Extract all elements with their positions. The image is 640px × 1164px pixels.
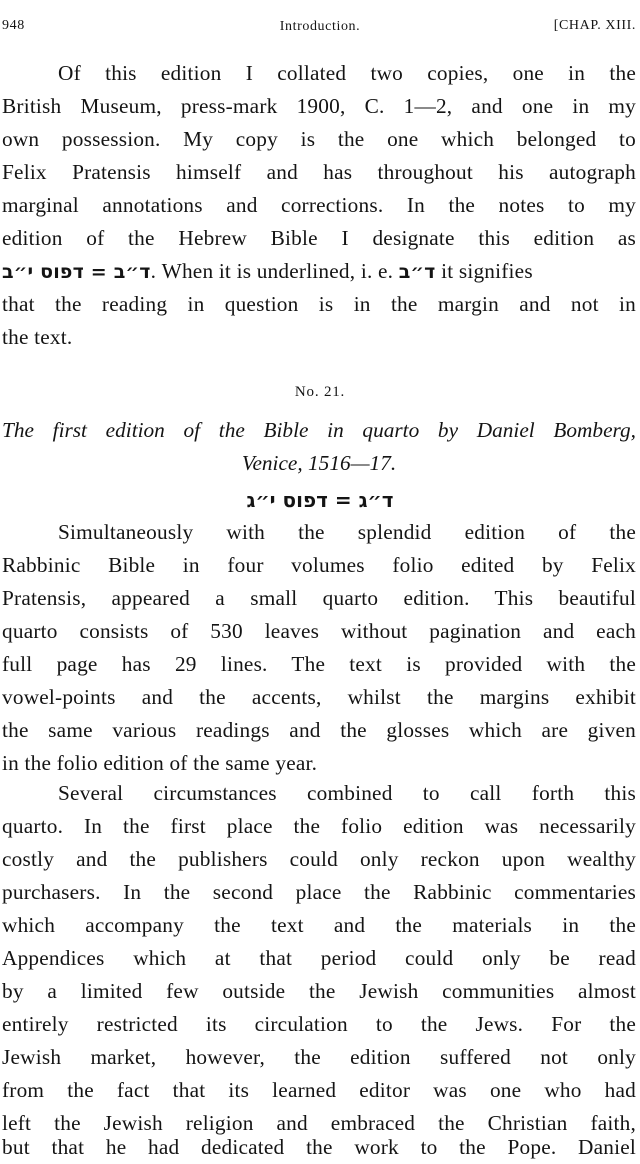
running-title: Introduction.: [279, 19, 361, 34]
paragraph1-line: Felix Pratensis himself and has throughout his autograph: [2, 160, 636, 184]
paragraph3-line: from the fact that its learned editor was one who had: [2, 1078, 636, 1102]
running-header: [0, 18, 640, 42]
paragraph1-text: . When it is underlined, i. e.: [150, 259, 394, 283]
paragraph3-line: entirely restricted its circulation to the Jews. For the: [2, 1012, 636, 1036]
paragraph3-line: Jewish market, however, the edition suffered not only: [2, 1045, 636, 1069]
hebrew-designation-short: ד״ב: [398, 261, 436, 283]
paragraph2-line: vowel-points and the accents, whilst the margins exhibit: [2, 685, 636, 709]
paragraph3-line: which accompany the text and the materials in the: [2, 913, 636, 937]
paragraph2-line: Simultaneously with the splendid edition of the: [58, 520, 636, 544]
paragraph3-line: costly and the publishers could only reckon upon wealthy: [2, 847, 636, 871]
paragraph2-line: quarto consists of 530 leaves without pagination and each: [2, 619, 636, 643]
paragraph3-line: by a limited few outside the Jewish communities almost: [2, 979, 636, 1003]
paragraph2-line: in the folio edition of the same year.: [2, 751, 318, 775]
paragraph3-line: Several circumstances combined to call forth this: [58, 781, 636, 805]
page-number: 948: [2, 18, 25, 33]
paragraph1-line: the text.: [2, 325, 73, 349]
paragraph2-line: Pratensis, appeared a small quarto edition. This beautiful: [2, 586, 636, 610]
paragraph2-line: Rabbinic Bible in four volumes folio edited by Felix: [2, 553, 636, 577]
chapter-label: [CHAP. XIII.: [553, 18, 636, 33]
section-title-line: Venice, 1516—17.: [241, 451, 397, 475]
paragraph1-line-hebrew: [2, 255, 636, 288]
paragraph1-line: that the reading in question is in the margin and not in: [2, 292, 636, 316]
paragraph1-line: edition of the Hebrew Bible I designate this edition as: [2, 226, 636, 250]
paragraph1-line: marginal annotations and corrections. In the notes to my: [2, 193, 636, 217]
paragraph3-line: purchasers. In the second place the Rabbinic commentaries: [2, 880, 636, 904]
paragraph3-line: but that he had dedicated the work to the Pope. Daniel: [2, 1135, 636, 1159]
paragraph1-line: own possession. My copy is the one which belonged to: [2, 127, 636, 151]
section-hebrew-title: ד״ג = דפוס י״ג: [246, 488, 394, 512]
paragraph1-line: Of this edition I collated two copies, one in the: [58, 61, 636, 85]
paragraph2-line: the same various readings and the glosses which are given: [2, 718, 636, 742]
paragraph2-line: full page has 29 lines. The text is provided with the: [2, 652, 636, 676]
paragraph3-line: quarto. In the first place the folio edition was necessarily: [2, 814, 636, 838]
hebrew-designation: ד״ב = דפוס י״ב: [2, 261, 151, 283]
paragraph3-line: Appendices which at that period could only be read: [2, 946, 636, 970]
section-title-line: The first edition of the Bible in quarto by Daniel Bomberg,: [2, 418, 636, 442]
section-number: No. 21.: [294, 384, 346, 400]
paragraph3-line: left the Jewish religion and embraced the Christian faith,: [2, 1111, 636, 1135]
paragraph1-text: it signifies: [435, 259, 533, 283]
paragraph1-line: British Museum, press-mark 1900, C. 1—2, and one in my: [2, 94, 636, 118]
